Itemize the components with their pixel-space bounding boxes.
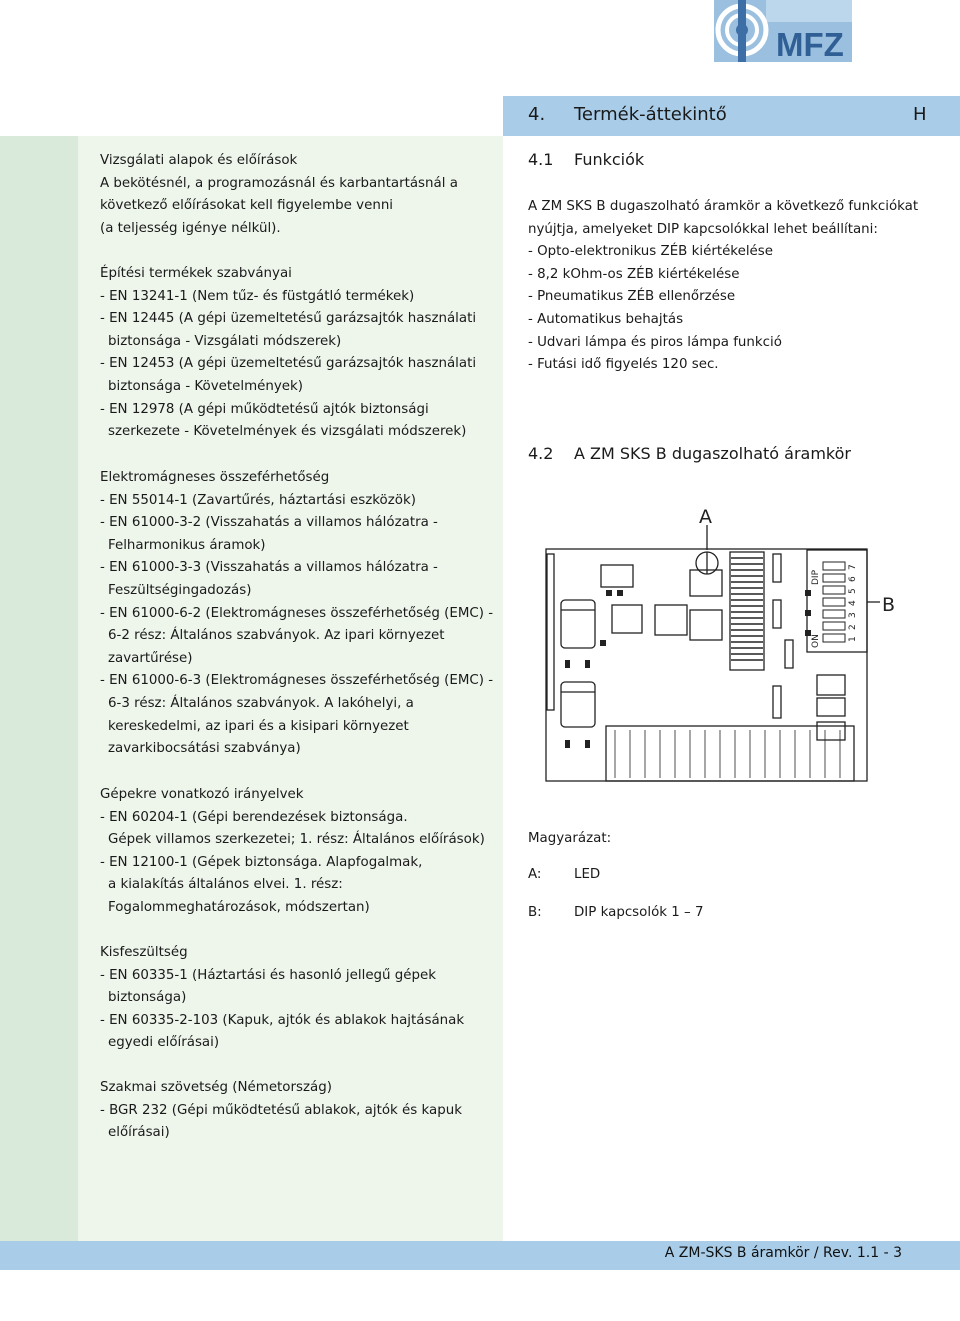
small-chip <box>612 605 642 633</box>
standard-line: - BGR 232 (Gépi működtetésű ablakok, ajtók és kapuk <box>100 1102 462 1118</box>
capacitor <box>561 600 595 648</box>
small-chip <box>690 610 722 640</box>
dip-number: 7 <box>848 564 858 570</box>
low-voltage-heading: Kisfeszültség <box>100 945 188 960</box>
standard-line: - EN 12978 (A gépi működtetésű ajtók biztonsági <box>100 401 429 417</box>
association-heading: Szakmai szövetség (Németország) <box>100 1080 332 1095</box>
standard-line: Feszültségingadozás) <box>108 582 252 598</box>
intro-heading: Vizsgálati alapok és előírások <box>100 153 298 168</box>
standard-line: - EN 13241-1 (Nem tűz- és füstgátló termékek) <box>100 288 415 304</box>
section-letter: H <box>913 104 927 125</box>
standard-line: biztonsága) <box>108 990 187 1006</box>
dip-number: 2 <box>848 624 858 630</box>
dip-number: 5 <box>848 588 858 594</box>
on-label: ON <box>811 634 821 648</box>
functions-title: Funkciók <box>574 150 645 169</box>
dip-number: 6 <box>848 576 858 582</box>
footer-text: A ZM-SKS B áramkör / Rev. 1.1 - 3 <box>664 1245 902 1261</box>
functions-number: 4.1 <box>528 150 554 169</box>
standard-line: Gépek villamos szerkezetei; 1. rész: Általános előírások) <box>108 832 485 848</box>
dip-number: 1 <box>848 636 858 642</box>
emc-heading: Elektromágneses összeférhetőség <box>100 470 330 485</box>
standard-line: szerkezete - Követelmények és vizsgálati módszerek) <box>108 424 467 440</box>
intro-line: (a teljesség igénye nélkül). <box>100 220 281 236</box>
standard-line: Fogalommeghatározások, módszertan) <box>108 899 370 915</box>
functions-line: - Udvari lámpa és piros lámpa funkció <box>528 334 782 350</box>
mfz-logo <box>714 0 852 62</box>
standard-line: előírásai) <box>108 1125 170 1141</box>
legend-row-a <box>528 867 600 882</box>
standard-line: - EN 61000-3-3 (Visszahatás a villamos hálózatra - <box>100 560 438 576</box>
functions-line: - Automatikus behajtás <box>528 311 684 327</box>
standard-line: - EN 60335-2-103 (Kapuk, ajtók és ablakok hajtásának <box>100 1012 465 1028</box>
standard-line: - EN 61000-3-2 (Visszahatás a villamos hálózatra - <box>100 515 438 531</box>
section-title-text: Termék-áttekintő <box>574 104 727 125</box>
intro-block <box>100 150 458 240</box>
construction-heading: Építési termékek szabványai <box>100 266 292 281</box>
legend-row-b <box>528 905 704 920</box>
functions-line: nyújtja, amelyeket DIP kapcsolókkal lehet beállítani: <box>528 221 878 237</box>
functions-line: - Opto-elektronikus ZÉB kiértékelése <box>528 244 773 260</box>
logo-text: MFZ <box>776 26 844 62</box>
standard-line: biztonsága - Vizsgálati módszerek) <box>108 333 342 349</box>
section-title <box>528 104 727 125</box>
functions-heading <box>528 150 644 169</box>
board-title: A ZM SKS B dugaszolható áramkör <box>574 444 851 463</box>
emc-standards-block <box>100 467 493 761</box>
capacitor <box>561 682 595 727</box>
standard-line: - EN 60335-1 (Háztartási és hasonló jellegű gépek <box>100 967 437 983</box>
standard-line: biztonsága - Követelmények) <box>108 378 304 394</box>
functions-line: - Pneumatikus ZÉB ellenőrzése <box>528 289 736 305</box>
low-voltage-block <box>100 942 464 1055</box>
standard-line: - EN 55014-1 (Zavartűrés, háztartási eszközök) <box>100 492 416 508</box>
small-chip <box>601 565 633 587</box>
circuit-board-diagram <box>505 490 960 790</box>
intro-line: következő előírásokat kell figyelembe venni <box>100 198 394 214</box>
legend-key: A: <box>528 867 542 882</box>
standard-line: - EN 12445 (A gépi üzemeltetésű garázsajtók használati <box>100 311 477 327</box>
standard-line: 6-3 rész: Általános szabványok. A lakóhelyi, a <box>108 695 414 711</box>
machinery-heading: Gépekre vonatkozó irányelvek <box>100 787 304 802</box>
intro-line: A bekötésnél, a programozásnál és karbantartásnál a <box>100 175 458 191</box>
small-chip <box>655 605 687 635</box>
left-margin-strip <box>0 136 78 1241</box>
dip-label: DIP <box>811 569 821 585</box>
dip-number: 3 <box>848 612 858 618</box>
standard-line: zavartűrése) <box>108 650 193 666</box>
association-block <box>100 1077 462 1145</box>
legend-key: B: <box>528 905 542 920</box>
standard-line: zavarkibocsátási szabványa) <box>108 741 301 757</box>
board-number: 4.2 <box>528 444 554 463</box>
standard-line: egyedi előírásai) <box>108 1035 220 1051</box>
standard-line: a kialakítás általános elvei. 1. rész: <box>108 877 343 893</box>
section-number: 4. <box>528 104 546 125</box>
board-heading <box>528 444 851 463</box>
functions-line: - Futási idő figyelés 120 sec. <box>528 357 719 373</box>
standard-line: - EN 12453 (A gépi üzemeltetésű garázsajtók használati <box>100 356 477 372</box>
machinery-directives-block <box>100 784 485 920</box>
callout-a: A <box>699 506 712 528</box>
legend-value: LED <box>574 867 601 882</box>
standard-line: - EN 61000-6-3 (Elektromágneses összeférhetőség (EMC) - <box>100 673 494 689</box>
standard-line: - EN 12100-1 (Gépek biztonsága. Alapfogalmak, <box>100 854 423 870</box>
standard-line: 6-2 rész: Általános szabványok. Az ipari környezet <box>108 628 445 644</box>
legend-title: Magyarázat: <box>528 831 612 846</box>
standard-line: - EN 60204-1 (Gépi berendezések biztonsága. <box>100 809 408 825</box>
standard-line: - EN 61000-6-2 (Elektromágneses összeférhetőség (EMC) - <box>100 605 494 621</box>
callout-b: B <box>882 594 896 616</box>
construction-standards-block <box>100 263 476 444</box>
dip-number: 4 <box>848 600 858 606</box>
functions-line: - 8,2 kOhm-os ZÉB kiértékelése <box>528 266 740 282</box>
functions-line: A ZM SKS B dugaszolható áramkör a következő funkciókat <box>528 199 919 214</box>
functions-list <box>528 196 918 377</box>
standard-line: kereskedelmi, az ipari és a kisipari környezet <box>108 718 409 734</box>
legend-value: DIP kapcsolók 1 – 7 <box>574 905 704 920</box>
standard-line: Felharmonikus áramok) <box>108 537 266 553</box>
